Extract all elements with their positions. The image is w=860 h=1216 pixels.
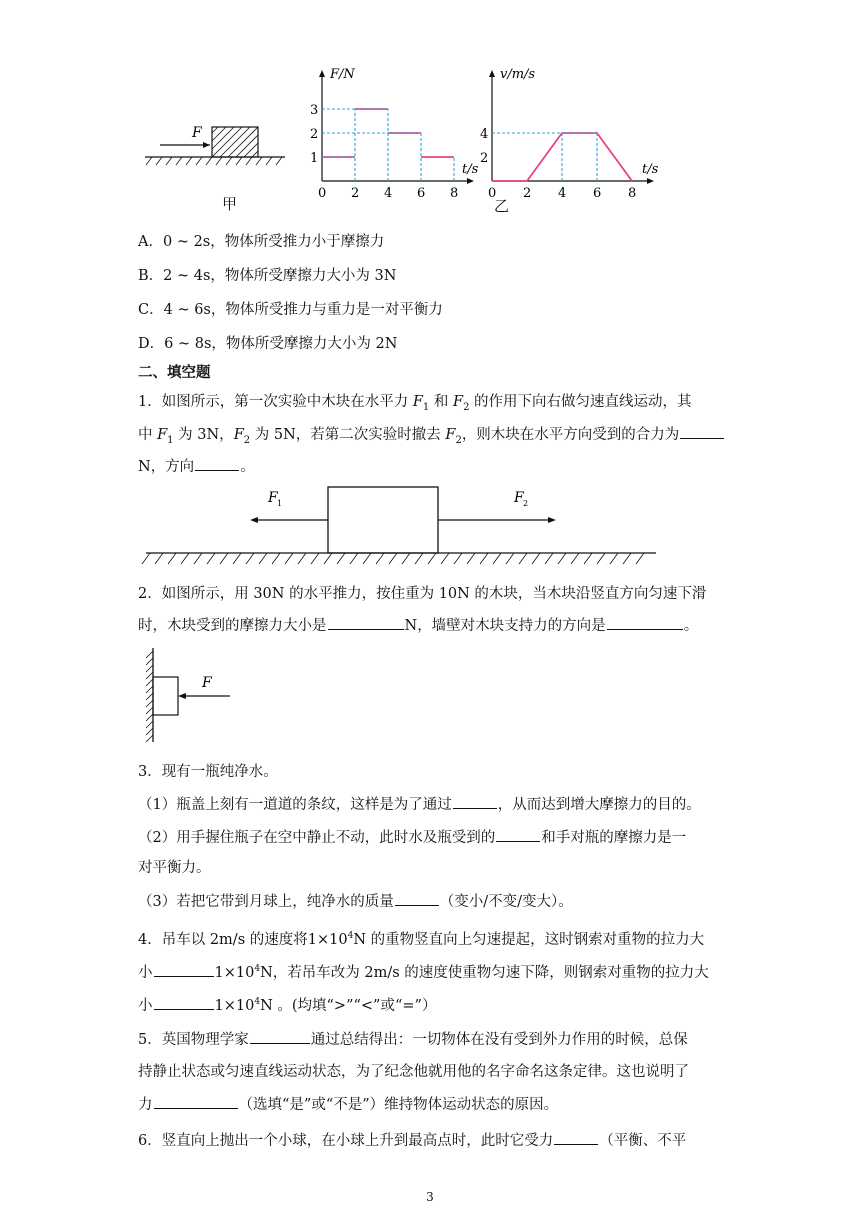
q5-line1: 5．英国物理学家 通过总结得出：一切物体在没有受到外力作用的时候，总保 xyxy=(138,1029,688,1050)
q3-part1: （1）瓶盖上刻有一道道的条纹，这样是为了通过 ，从而达到增大摩擦力的目的。 xyxy=(138,794,701,815)
fig-f1-label: F xyxy=(268,490,278,506)
x-tick-label: 4 xyxy=(558,186,567,198)
x-tick-label: 2 xyxy=(523,186,532,198)
q2-line2: 时，木块受到的摩擦力大小是 N，墙壁对木块支持力的方向是 。 xyxy=(138,615,698,636)
y-tick-label: 4 xyxy=(480,127,489,142)
q4-line2: 小 $1\times 10^4N$，若吊车改为 2m/s 的速度使重物匀速下降，则钢索对重物的拉力大 xyxy=(138,959,709,983)
option-text: 2 ~ 4s，物体所受摩擦力大小为 3N xyxy=(163,268,397,284)
y-axis-label: F/N xyxy=(330,68,355,82)
force-f-label: F xyxy=(192,125,202,141)
q3-part2-cont: 对平衡力。 xyxy=(138,860,211,876)
q3-answer-blank-3[interactable] xyxy=(395,891,439,906)
option-b[interactable] xyxy=(138,266,396,286)
svg-text:1: 1 xyxy=(277,499,283,508)
force-time-chart xyxy=(300,68,480,198)
y-tick-label: 3 xyxy=(310,103,319,118)
x-tick-label: 0 xyxy=(318,186,327,198)
x-tick-label: 2 xyxy=(351,186,360,198)
x-tick-label: 0 xyxy=(488,186,497,198)
x-axis-label: t/s xyxy=(642,162,659,177)
q3-part2: （2）用手握住瓶子在空中静止不动，此时水及瓶受到的 和手对瓶的摩擦力是一 xyxy=(138,827,686,848)
y-axis-label: v/m/s xyxy=(500,68,536,82)
q5-line2: 持静止状态或匀速直线运动状态，为了纪念他就用他的名字命名这条定律。这也说明了 xyxy=(138,1064,689,1080)
fig-f2-label: F xyxy=(514,490,524,506)
y-tick-label: 2 xyxy=(310,127,319,142)
option-c[interactable] xyxy=(138,300,443,320)
velocity-time-chart xyxy=(470,68,660,198)
q4-line3: 小 $1\times 10^4N$ 。(均填“>”“<”或“=”） xyxy=(138,992,436,1016)
x-tick-label: 6 xyxy=(593,186,602,198)
y-tick-label: 1 xyxy=(310,151,319,166)
x-tick-label: 6 xyxy=(417,186,426,198)
option-text: 0 ~ 2s，物体所受推力小于摩擦力 xyxy=(162,234,385,250)
option-letter: C． xyxy=(138,302,164,318)
caption-jia: 甲 xyxy=(222,195,238,213)
figure-block-push xyxy=(140,115,290,175)
x-axis-label: t/s xyxy=(462,162,479,177)
q3-answer-blank-2[interactable] xyxy=(496,827,540,842)
x-tick-label: 4 xyxy=(384,186,393,198)
q6-answer-blank-1[interactable] xyxy=(554,1130,598,1145)
caption-yi: 乙 xyxy=(494,197,510,215)
q4-line1: 4．吊车以 2m/s 的速度将$1\times 10^4N$ 的重物竖直向上匀速提起，这时钢索对重物的拉力大 xyxy=(138,931,705,948)
option-letter: D． xyxy=(138,336,165,352)
x-tick-label: 8 xyxy=(628,186,637,198)
figure-two-forces xyxy=(140,480,670,570)
y-tick-label: 2 xyxy=(480,151,489,166)
q1-line1: 1．如图所示，第一次实验中木块在水平力 $F_1$ 和 $F_2$ 的作用下向右做匀速直线运动，其 xyxy=(138,394,692,413)
q5-answer-blank-1[interactable] xyxy=(250,1029,310,1044)
option-text: 4 ~ 6s，物体所受推力与重力是一对平衡力 xyxy=(163,302,443,318)
q1-answer-blank-1[interactable] xyxy=(680,424,724,439)
q3-part3: （3）若把它带到月球上，纯净水的质量 （变小/不变/变大）。 xyxy=(138,891,573,912)
q1-answer-blank-2[interactable] xyxy=(195,456,239,471)
q4-answer-blank-1[interactable] xyxy=(154,962,214,977)
q5-answer-blank-2[interactable] xyxy=(154,1094,238,1109)
q2-answer-blank-1[interactable] xyxy=(328,615,404,630)
q2-answer-blank-2[interactable] xyxy=(607,615,683,630)
option-letter: B． xyxy=(138,268,164,284)
x-tick-label: 8 xyxy=(450,186,459,198)
page-number: 3 xyxy=(426,1190,434,1204)
q1-line2: 中 $F_1$ 为 3N，$F_2$ 为 5N，若第二次实验时撤去 $F_2$，则木块在水平方向受到的合力为 xyxy=(138,424,725,451)
option-a[interactable] xyxy=(138,232,384,252)
q1-line3: N，方向 。 xyxy=(138,456,255,477)
q3-answer-blank-1[interactable] xyxy=(453,794,497,809)
y-axis-arrow xyxy=(489,70,495,77)
option-d[interactable] xyxy=(138,334,397,354)
q5-line3: 力 （选填“是”或“不是”）维持物体运动状态的原因。 xyxy=(138,1094,558,1115)
q6-line1: 6．竖直向上抛出一个小球，在小球上升到最高点时，此时它受力 （平衡、不平 xyxy=(138,1130,686,1151)
x-axis-arrow xyxy=(647,178,654,184)
y-axis-arrow xyxy=(319,70,325,77)
option-text: 6 ~ 8s，物体所受摩擦力大小为 2N xyxy=(164,336,398,352)
fig-f-label: F xyxy=(202,675,212,691)
svg-text:2: 2 xyxy=(523,499,529,508)
q3-line0: 3．现有一瓶纯净水。 xyxy=(138,764,278,780)
q4-answer-blank-2[interactable] xyxy=(154,995,214,1010)
figure-wall-block xyxy=(138,645,248,745)
q2-line1: 2．如图所示，用 30N 的水平推力，按住重为 10N 的木块，当木块沿竖直方向匀速下滑 xyxy=(138,586,707,602)
option-letter: A． xyxy=(138,234,163,250)
section-title: 二、填空题 xyxy=(138,364,211,381)
